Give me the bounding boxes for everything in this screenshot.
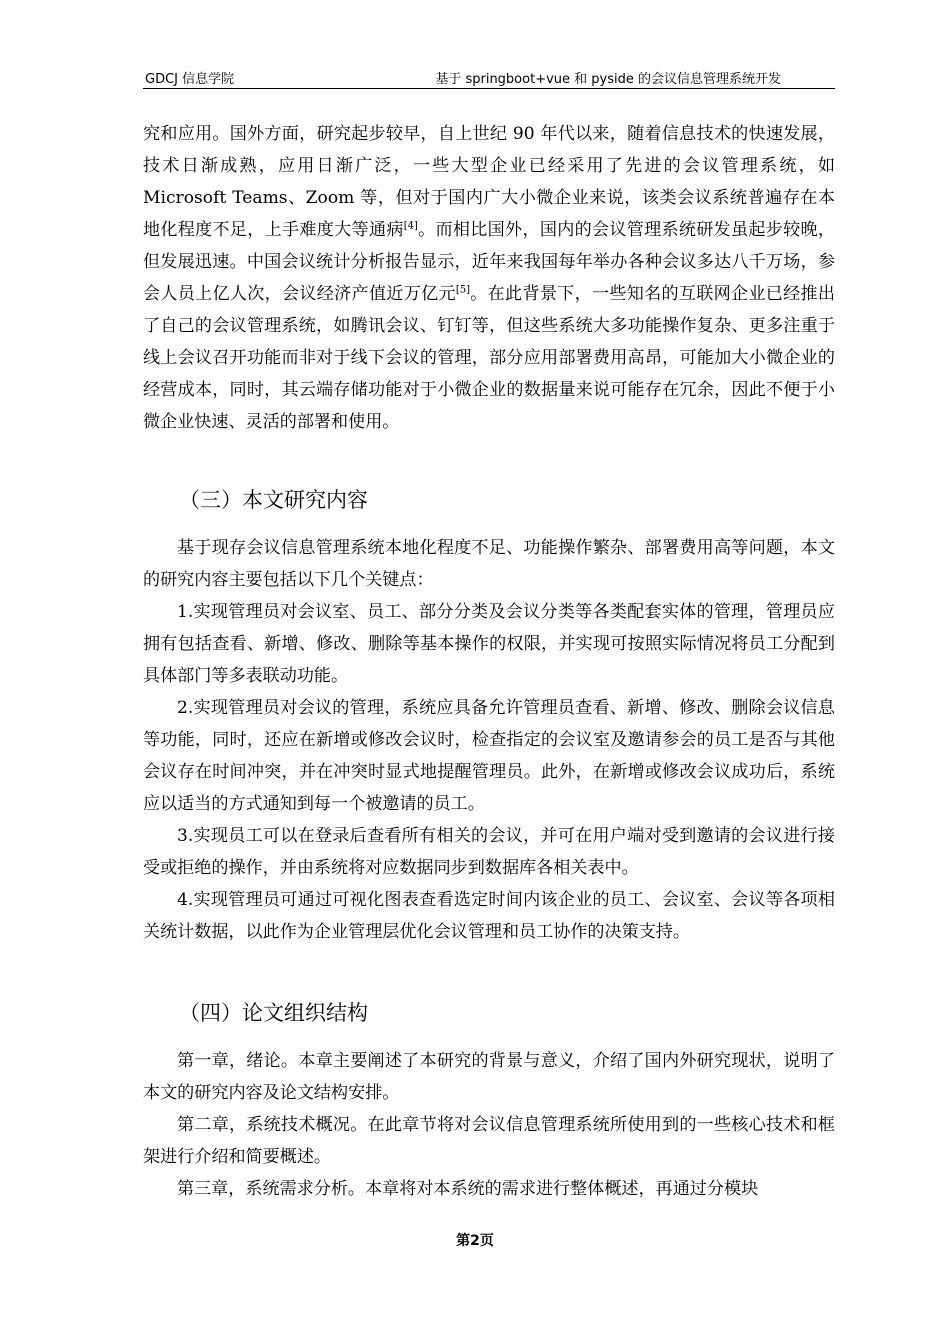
citation-5: [5] [455,284,471,296]
header-institution: GDCJ 信息学院 [145,72,235,87]
section3-item-2: 2.实现管理员对会议的管理，系统应具备允许管理员查看、新增、修改、删除会议信息等功能，同时，还应在新增或修改会议时，检查指定的会议室及邀请参会的员工是否与其他会议存在时间冲突，并在冲突时显式地提醒管理员。此外，在新增或修改会议成功后，系统应以适当的方式通知到每一个被邀请的员工。 [143,698,835,814]
section3-item-3: 3.实现员工可以在登录后查看所有相关的会议，并可在用户端对受到邀请的会议进行接受或拒绝的操作，并由系统将对应数据同步到数据库各相关表中。 [143,826,835,878]
intro-text-b: 。而相比国外，国内的会议管理系统研发虽起步较晚，但发展迅速。中国会议统计分析报告显示，近年来我国每年举办各种会议多达八千万场，参会人员上亿人次，会议经济产值近万亿元 [143,220,835,304]
section-heading-research-content: （三）本文研究内容 [179,488,368,512]
section3-item-4: 4.实现管理员可通过可视化图表查看选定时间内该企业的员工、会议室、会议等各项相关统计数据，以此作为企业管理层优化会议管理和员工协作的决策支持。 [143,890,835,942]
header-thesis-title: 基于 springboot+vue 和 pyside 的会议信息管理系统开发 [435,72,781,87]
chapter-2-paragraph: 第二章，系统技术概况。在此章节将对会议信息管理系统所使用到的一些核心技术和框架进行介绍和简要概述。 [143,1115,835,1167]
intro-paragraph [143,118,835,438]
page-header [143,66,835,89]
section3-lead-paragraph: 基于现存会议信息管理系统本地化程度不足、功能操作繁杂、部署费用高等问题，本文的研究内容主要包括以下几个关键点： [143,538,835,590]
page-body [143,118,835,1205]
intro-text-c: 。在此背景下，一些知名的互联网企业已经推出了自己的会议管理系统，如腾讯会议、钉钉等，但这些系统大多功能操作复杂、更多注重于线上会议召开功能而非对于线下会议的管理，部分应用部署费用高昂，可能加大小微企业的经营成本，同时，其云端存储功能对于小微企业的数据量来说可能存在冗余，因此不便于小微企业快速、灵活的部署和使用。 [143,284,835,432]
page-number: 第2页 [456,1233,494,1249]
citation-4: [4] [403,220,418,232]
section-heading-thesis-structure: （四）论文组织结构 [179,1001,368,1025]
chapter-3-paragraph: 第三章，系统需求分析。本章将对本系统的需求进行整体概述，再通过分模块 [177,1179,759,1199]
intro-text-a: 究和应用。国外方面，研究起步较早，自上世纪 90 年代以来，随着信息技术的快速发展，技术日渐成熟，应用日渐广泛，一些大型企业已经采用了先进的会议管理系统，如 Microsoft Teams、Zoom 等，但对于国内广大小微企业来说，该类会议系统普遍存在本地化程度不足，上手难度大等通病 [143,124,835,240]
section3-item-1: 1.实现管理员对会议室、员工、部分分类及会议分类等各类配套实体的管理，管理员应拥有包括查看、新增、修改、删除等基本操作的权限，并实现可按照实际情况将员工分配到具体部门等多表联动功能。 [143,602,835,686]
chapter-1-paragraph: 第一章，绪论。本章主要阐述了本研究的背景与意义，介绍了国内外研究现状，说明了本文的研究内容及论文结构安排。 [143,1051,835,1103]
